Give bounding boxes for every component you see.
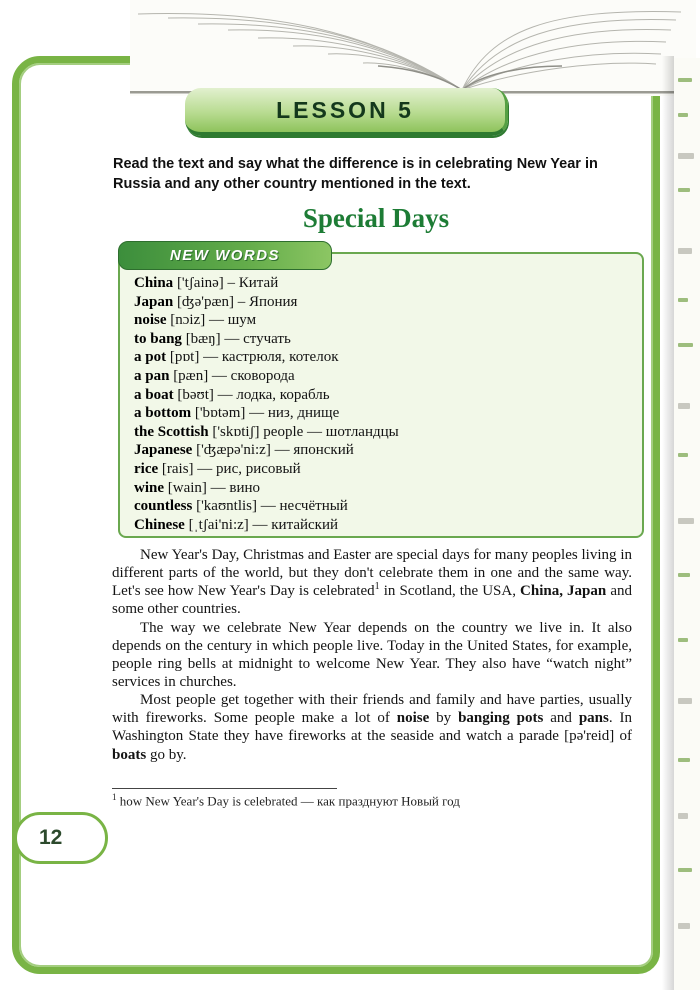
vocab-entry: China ['tʃainə] – Китай <box>134 275 279 291</box>
next-page-text-fragment <box>678 638 688 642</box>
page-number-badge <box>14 812 108 864</box>
vocab-word: noise <box>134 312 167 329</box>
page-number: 12 <box>39 826 63 849</box>
footnote-text: how New Year's Day is celebrated — как празднуют Новый год <box>119 793 460 809</box>
next-page-text-fragment <box>678 188 690 192</box>
vocab-word: Chinese <box>134 516 185 533</box>
vocab-entry: a boat [bəʊt] — лодка, корабль <box>134 386 330 403</box>
next-page-text-fragment <box>678 573 690 577</box>
next-page-text-fragment <box>678 518 694 524</box>
vocab-entry: a pot [pɒt] — кастрюля, котелок <box>134 349 339 366</box>
vocab-word: the Scottish <box>134 423 209 440</box>
new-words-tab <box>118 241 332 270</box>
vocab-word: wine <box>134 479 164 496</box>
footnote-divider <box>112 788 337 789</box>
next-page-text-fragment <box>678 343 693 347</box>
next-page-text-fragment <box>678 758 690 762</box>
vocab-entry: the Scottish ['skɒtiʃ] people — шотландцы <box>134 423 399 440</box>
vocab-word: Japanese <box>134 442 193 459</box>
next-page-text-fragment <box>678 298 688 302</box>
footnote <box>112 792 632 809</box>
vocab-entry: wine [wain] — вино <box>134 479 261 496</box>
lesson-header <box>185 88 508 136</box>
lesson-label: LESSON 5 <box>276 96 414 123</box>
vocab-word: a pan <box>134 367 170 384</box>
next-page-text-fragment <box>678 923 690 929</box>
vocab-word: China <box>134 275 174 291</box>
page-gap-shadow <box>662 56 674 990</box>
vocab-entry: noise [nɔiz] — шум <box>134 312 257 329</box>
footnote-marker: 1 <box>112 792 117 802</box>
next-page-text-fragment <box>678 868 692 872</box>
next-page-text-fragment <box>678 113 688 117</box>
vocab-word: Japan <box>134 293 174 310</box>
next-page-text-fragment <box>678 813 688 819</box>
new-words-box <box>118 247 644 538</box>
vocab-entry: rice [rais] — рис, рисовый <box>134 460 301 477</box>
next-page-edge <box>674 58 700 990</box>
page-title: Special Days <box>302 203 450 233</box>
vocab-entry: countless ['kaʊntlis] — несчётный <box>134 498 348 515</box>
new-words-label: NEW WORDS <box>169 247 281 264</box>
next-page-text-fragment <box>678 153 694 159</box>
vocab-word: rice <box>134 460 159 477</box>
vocab-list <box>134 274 632 534</box>
paragraph: New Year's Day, Christmas and Easter are special days for many peoples living in different parts of the world, but they don't celebrate them in one and the same way. Let's see how New Year's Day is celebrated$^1$ in Scotland, the USA, China, Japan and some other countries. <box>112 547 632 618</box>
vocab-entry: Chinese [ˌtʃai'ni:z] — китайский <box>134 516 339 533</box>
vocab-word: countless <box>134 498 193 515</box>
next-page-text-fragment <box>678 698 692 704</box>
reading-text <box>112 546 632 764</box>
vocab-entry: Japan [ʤə'pæn] – Япония <box>134 293 298 310</box>
paragraph: Most people get together with their friends and family and have parties, usually with fireworks. Some people make a lot of noise by banging pots and pans. In Washington State they have fireworks at the seaside and watch a parade [pə'reid] of boats go by. <box>112 692 632 763</box>
vocab-word: a pot <box>134 349 167 366</box>
task-instruction: Read the text and say what the difference is in celebrating New Year in Russia and any other country mentioned in the text. <box>113 156 598 192</box>
vocab-entry: a bottom ['bɒtəm] — низ, днище <box>134 405 340 422</box>
vocab-word: a boat <box>134 386 174 403</box>
vocab-word: a bottom <box>134 405 192 422</box>
next-page-text-fragment <box>678 453 688 457</box>
next-page-text-fragment <box>678 403 690 409</box>
next-page-text-fragment <box>678 78 692 82</box>
vocab-entry: to bang [bæŋ] — стучать <box>134 330 291 347</box>
paragraph: The way we celebrate New Year depends on the country we live in. It also depends on the century in which people live. Today in the United States, for example, people ring bells at midnight to welcome New Year. They also have “watch night” services in churches. <box>112 619 632 690</box>
open-book-pages-icon <box>130 0 696 96</box>
vocab-entry: Japanese ['ʤæpə'ni:z] — японский <box>134 442 354 459</box>
vocab-word: to bang <box>134 330 182 347</box>
next-page-text-fragment <box>678 248 692 254</box>
vocab-entry: a pan [pæn] — сковорода <box>134 367 295 384</box>
open-book-illustration <box>130 0 696 96</box>
